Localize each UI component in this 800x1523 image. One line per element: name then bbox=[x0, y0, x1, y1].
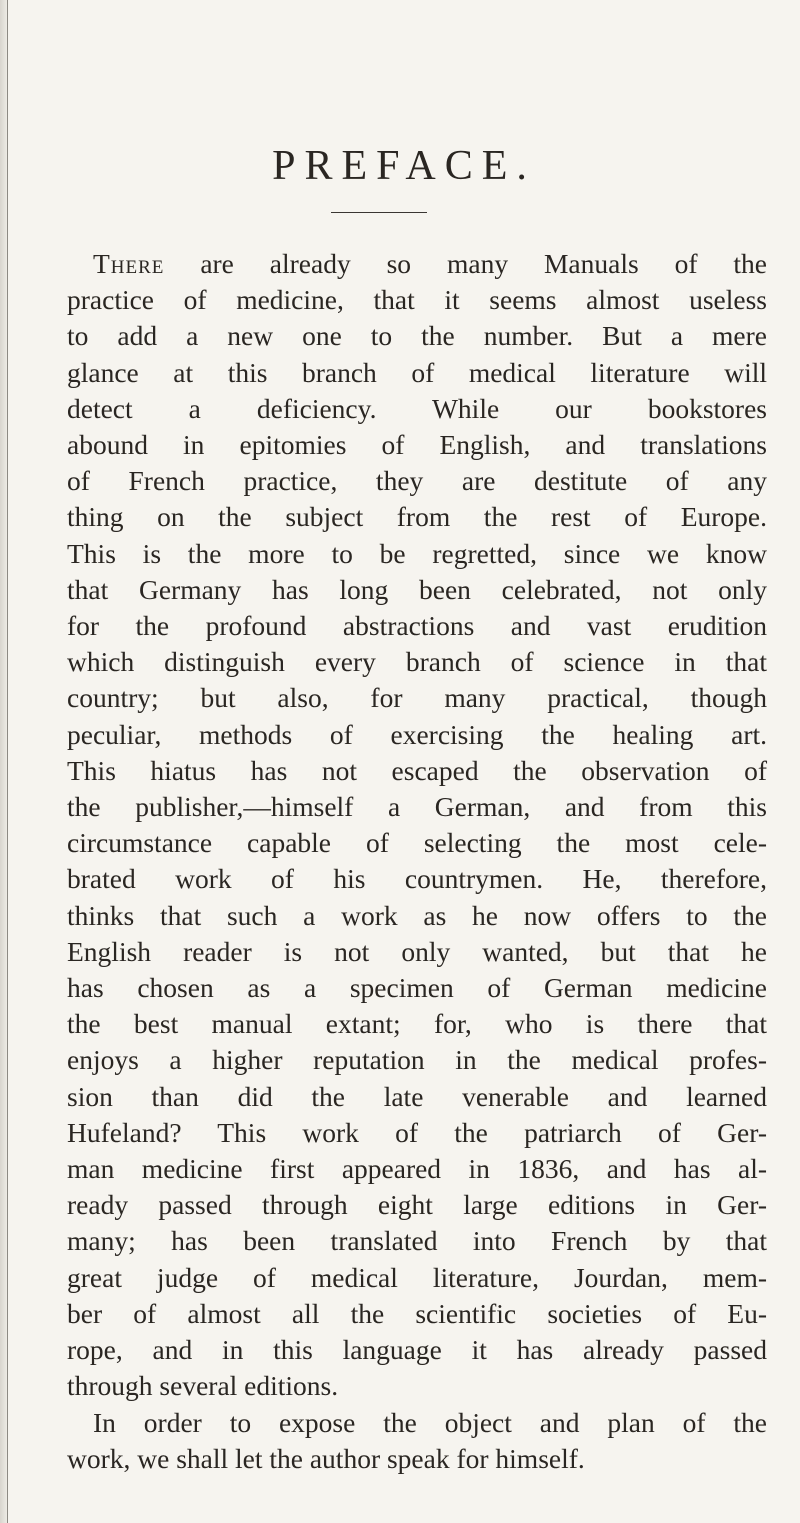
first-line-text: are already so many Manuals of the bbox=[164, 248, 767, 279]
text-line: glance at this branch of medical literature will bbox=[67, 356, 767, 388]
text-line: which distinguish every branch of science in that bbox=[67, 646, 767, 678]
text-line: of French practice, they are destitute of any bbox=[67, 465, 767, 497]
text-line: man medicine first appeared in 1836, and has al- bbox=[67, 1153, 767, 1185]
text-line: Hufeland? This work of the patriarch of Ger- bbox=[67, 1116, 767, 1148]
text-line: country; but also, for many practical, though bbox=[67, 682, 767, 714]
text-line: practice of medicine, that it seems almost useless bbox=[67, 284, 767, 316]
text-line: detect a deficiency. While our bookstores bbox=[67, 392, 767, 424]
paragraph-2-line-1: In order to expose the object and plan of the bbox=[93, 1406, 767, 1438]
text-line: the best manual extant; for, who is there that bbox=[67, 1008, 767, 1040]
text-line: to add a new one to the number. But a mere bbox=[67, 320, 767, 352]
heading-rule bbox=[331, 212, 427, 213]
paragraph-2-last-line: work, we shall let the author speak for himself. bbox=[67, 1442, 585, 1474]
text-line: thinks that such a work as he now offers to the bbox=[67, 899, 767, 931]
text-line: the publisher,—himself a German, and from this bbox=[67, 791, 767, 823]
paragraph-1-last-line: through several editions. bbox=[67, 1370, 339, 1402]
text-line: abound in epitomies of English, and translations bbox=[67, 429, 767, 461]
text-line: has chosen as a specimen of German medicine bbox=[67, 972, 767, 1004]
text-line: rope, and in this language it has already passed bbox=[67, 1334, 767, 1366]
text-line: circumstance capable of selecting the most cele- bbox=[67, 827, 767, 859]
text-line: ber of almost all the scientific societies of Eu- bbox=[67, 1297, 767, 1329]
text-line: brated work of his countrymen. He, therefore, bbox=[67, 863, 767, 895]
text-line: sion than did the late venerable and learned bbox=[67, 1080, 767, 1112]
text-line: for the profound abstractions and vast erudition bbox=[67, 610, 767, 642]
text-line: enjoys a higher reputation in the medical profes- bbox=[67, 1044, 767, 1076]
text-line: This hiatus has not escaped the observation of bbox=[67, 754, 767, 786]
text-line: many; has been translated into French by that bbox=[67, 1225, 767, 1257]
text-line: great judge of medical literature, Jourdan, mem- bbox=[67, 1261, 767, 1293]
paragraph-1-line-1 bbox=[67, 246, 767, 282]
text-line: peculiar, methods of exercising the healing art. bbox=[67, 718, 767, 750]
preface-body bbox=[67, 246, 767, 1477]
page-binding-line bbox=[7, 0, 8, 1523]
text-line: This is the more to be regretted, since we know bbox=[67, 537, 767, 569]
text-line: English reader is not only wanted, but that he bbox=[67, 935, 767, 967]
lead-word: There bbox=[93, 248, 165, 279]
text-line: ready passed through eight large editions in Ger- bbox=[67, 1189, 767, 1221]
text-line: that Germany has long been celebrated, not only bbox=[67, 573, 767, 605]
text-line: thing on the subject from the rest of Europe. bbox=[67, 501, 767, 533]
page-heading: PREFACE. bbox=[272, 143, 536, 189]
